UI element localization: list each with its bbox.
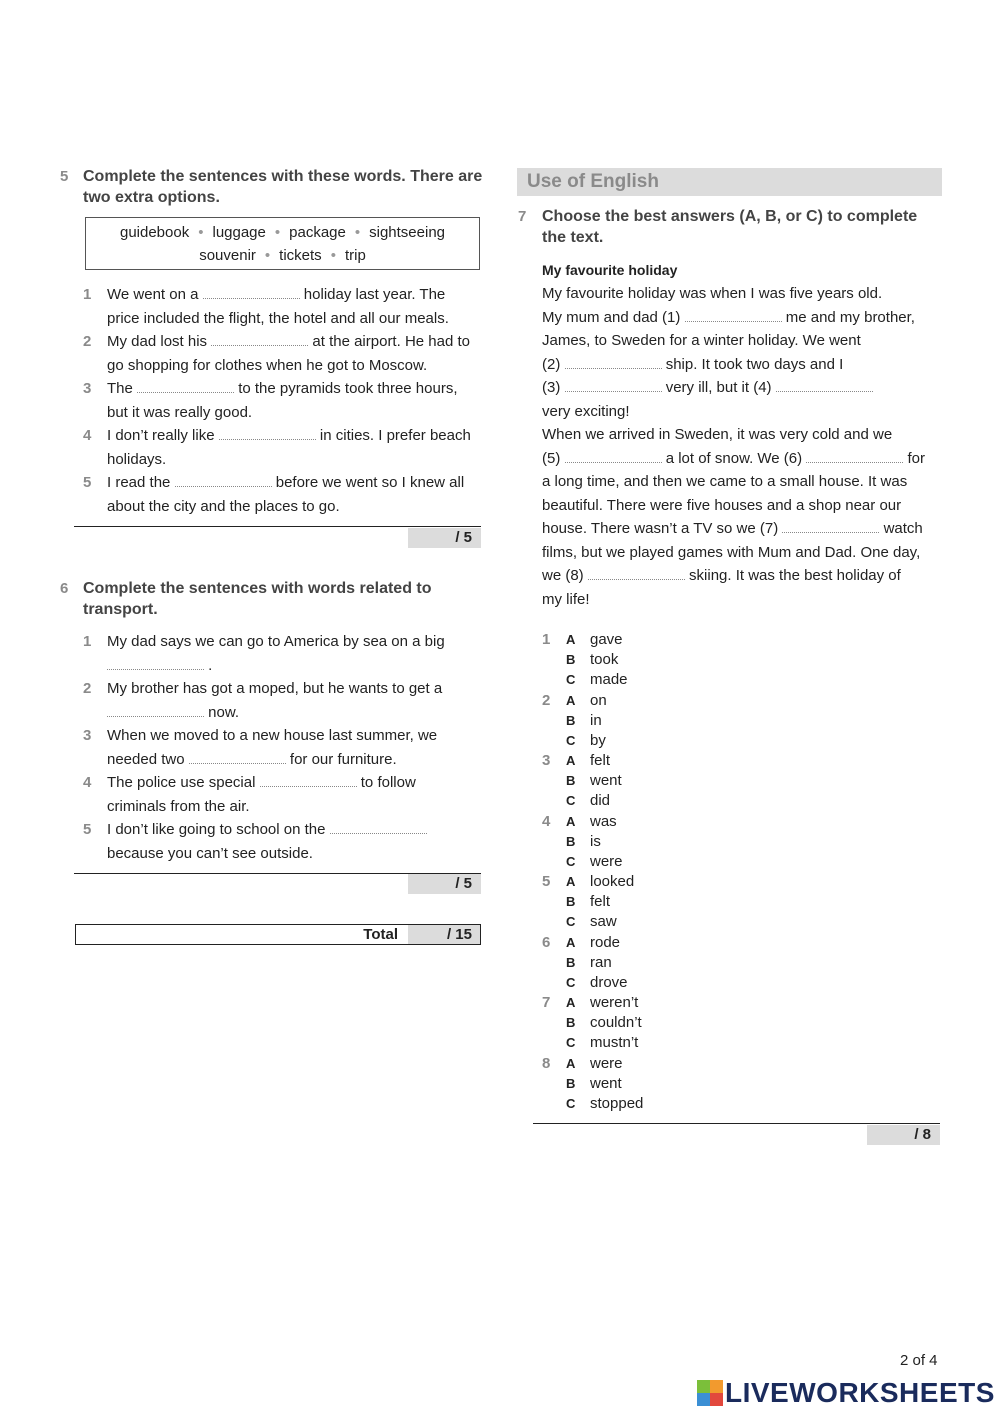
q7-divider — [533, 1123, 940, 1124]
item-text-before: I don’t really like — [107, 427, 215, 444]
passage-line — [542, 376, 942, 400]
option-text: was — [590, 812, 617, 830]
passage-line — [542, 494, 942, 518]
option-b[interactable] — [542, 650, 662, 670]
option-letter: A — [566, 692, 576, 708]
option-text: is — [590, 832, 601, 850]
option-c[interactable] — [542, 1094, 662, 1114]
answer-blank[interactable] — [260, 775, 357, 787]
option-letter: C — [566, 732, 576, 748]
item-text-after: in cities. I prefer beach holidays. — [107, 427, 471, 468]
option-letter: A — [566, 995, 576, 1010]
word-trip: trip — [344, 247, 366, 264]
item-number: 4 — [83, 774, 92, 791]
option-number: 3 — [542, 752, 551, 769]
q7-title: Choose the best answers (A, B, or C) to complete the text. — [542, 208, 918, 246]
option-number: 5 — [542, 873, 551, 890]
passage-text: When we arrived in Sweden, it was very cold and we — [542, 426, 893, 443]
list-item — [83, 630, 483, 677]
word-tickets: tickets — [279, 247, 322, 264]
passage-text: (5) — [542, 449, 561, 467]
option-text: mustn’t — [590, 1034, 639, 1051]
item-text-before: I don’t like going to school on the — [107, 821, 326, 838]
passage-text: a lot of snow. We (6) — [665, 449, 803, 467]
list-item — [83, 818, 483, 865]
option-text: were — [590, 852, 623, 870]
answer-blank[interactable] — [107, 705, 204, 717]
passage-text: watch — [883, 520, 923, 537]
option-text: saw — [590, 913, 617, 930]
item-number: 3 — [83, 380, 92, 397]
option-letter: C — [566, 853, 576, 869]
option-a[interactable] — [542, 872, 662, 892]
option-c[interactable] — [542, 791, 662, 811]
item-number: 4 — [83, 427, 92, 444]
passage-text: for — [907, 449, 925, 467]
passage-line — [542, 517, 942, 541]
passage-text: films, but we played games with Mum and Dad. One day, — [542, 543, 921, 561]
item-text-before: When we moved to a new house last summer, we needed two — [107, 727, 438, 768]
option-a[interactable] — [542, 691, 662, 711]
option-letter: B — [566, 833, 576, 849]
option-letter: C — [566, 914, 576, 929]
word-box-row-2: souvenir • tickets • trip — [199, 247, 366, 264]
option-letter: C — [566, 793, 576, 808]
total-box — [75, 924, 481, 945]
passage-text: My favourite holiday was when I was five years old. — [542, 285, 883, 302]
option-text: gave — [590, 631, 623, 648]
option-b[interactable] — [542, 1013, 662, 1033]
item-text-before: My dad lost his — [107, 333, 208, 350]
passage-line — [542, 588, 942, 612]
q6-number: 6 — [60, 580, 69, 597]
item-text-after: for our furniture. — [289, 750, 397, 768]
word-box-row-1: guidebook • luggage • package • sightseeing — [119, 224, 446, 241]
option-text: looked — [590, 873, 635, 890]
passage-text: ship. It took two days and I — [665, 355, 844, 373]
option-letter: A — [566, 813, 576, 829]
passage-text: My mum and dad (1) — [542, 308, 681, 326]
q7-number: 7 — [518, 208, 527, 225]
passage-text: beautiful. There were five houses and a shop near our — [542, 496, 902, 514]
answer-blank[interactable] — [175, 475, 272, 487]
option-letter: C — [566, 672, 576, 687]
option-b[interactable] — [542, 832, 662, 852]
q7-passage — [542, 282, 942, 611]
answer-blank-3[interactable] — [565, 380, 662, 392]
answer-blank[interactable] — [203, 287, 300, 299]
item-text-before: We went on a — [107, 286, 199, 303]
passage-line — [542, 400, 942, 424]
option-text: felt — [590, 752, 611, 769]
answer-blank-7[interactable] — [782, 521, 879, 533]
item-number: 2 — [83, 680, 92, 697]
option-a[interactable] — [542, 751, 662, 771]
list-item — [83, 771, 483, 818]
passage-line — [542, 470, 942, 494]
option-text: went — [590, 1074, 622, 1092]
option-letter: B — [566, 652, 576, 667]
option-number: 1 — [542, 631, 551, 648]
passage-line — [542, 353, 942, 377]
option-text: felt — [590, 893, 611, 910]
option-b[interactable] — [542, 953, 662, 973]
answer-blank-6[interactable] — [806, 451, 903, 463]
option-number: 2 — [542, 691, 551, 709]
q5-word-box — [85, 217, 480, 270]
answer-blank-5[interactable] — [565, 451, 662, 463]
liveworksheets-logo — [697, 1378, 995, 1408]
answer-blank[interactable] — [211, 334, 308, 346]
page-number: 2 of 4 — [900, 1352, 938, 1369]
item-text-before: My brother has got a moped, but he wants to get a — [107, 680, 443, 697]
item-number: 1 — [83, 633, 92, 650]
option-text: ran — [590, 953, 612, 971]
passage-text: very exciting! — [542, 402, 630, 420]
option-letter: B — [566, 1075, 576, 1091]
answer-blank-4[interactable] — [776, 380, 873, 392]
item-text-after: now. — [208, 703, 240, 721]
list-item — [83, 283, 483, 330]
option-a[interactable] — [542, 933, 662, 953]
option-text: went — [590, 772, 622, 789]
option-letter: B — [566, 894, 576, 909]
passage-line — [542, 306, 942, 330]
passage-line — [542, 329, 942, 353]
passage-line — [542, 564, 942, 588]
q7-score: / 8 — [867, 1125, 940, 1145]
option-number: 7 — [542, 994, 551, 1011]
item-text-before: The — [107, 380, 133, 397]
passage-line — [542, 541, 942, 565]
option-letter: A — [566, 934, 576, 950]
option-number: 8 — [542, 1054, 551, 1072]
list-item — [83, 330, 483, 377]
item-text-after: to follow criminals from the air. — [107, 774, 416, 815]
item-number: 5 — [83, 474, 92, 491]
option-letter: B — [566, 712, 576, 728]
list-item — [83, 724, 483, 771]
option-c[interactable] — [542, 912, 662, 932]
option-text: couldn’t — [590, 1014, 642, 1031]
q7-text-title: My favourite holiday — [542, 262, 678, 278]
item-text-after: . — [208, 656, 213, 674]
option-c[interactable] — [542, 670, 662, 690]
use-of-english-heading: Use of English — [517, 168, 942, 196]
q6-list — [83, 630, 483, 865]
option-number: 4 — [542, 812, 551, 830]
list-item — [83, 677, 483, 724]
word-luggage: luggage — [212, 224, 266, 241]
passage-text: skiing. It was the best holiday of — [689, 567, 901, 584]
option-b[interactable] — [542, 711, 662, 731]
option-c[interactable] — [542, 973, 662, 993]
item-number: 3 — [83, 727, 92, 744]
q5-number: 5 — [60, 168, 69, 185]
passage-text: very ill, but it (4) — [665, 379, 772, 396]
passage-line — [542, 447, 942, 471]
option-letter: B — [566, 954, 576, 970]
list-item — [83, 424, 483, 471]
logo-text: LIVEWORKSHEETS — [725, 1377, 995, 1408]
passage-text: (2) — [542, 355, 561, 373]
item-number: 2 — [83, 333, 92, 350]
passage-text: (3) — [542, 379, 561, 396]
option-text: on — [590, 691, 607, 709]
passage-line — [542, 282, 942, 306]
option-text: were — [590, 1054, 623, 1072]
option-text: drove — [590, 973, 628, 991]
q5-list — [83, 283, 483, 518]
word-guidebook: guidebook — [119, 224, 190, 241]
option-text: took — [590, 651, 619, 668]
option-a[interactable] — [542, 812, 662, 832]
option-letter: A — [566, 1055, 576, 1071]
option-b[interactable] — [542, 771, 662, 791]
option-letter: C — [566, 974, 576, 990]
item-text-before: I read the — [107, 474, 171, 491]
word-sightseeing: sightseeing — [369, 224, 446, 241]
option-c[interactable] — [542, 1033, 662, 1053]
option-text: by — [590, 731, 606, 749]
item-number: 5 — [83, 821, 92, 838]
option-text: did — [590, 792, 611, 809]
logo-mark-icon — [697, 1380, 723, 1406]
passage-text: we (8) — [542, 567, 584, 584]
option-text: rode — [590, 933, 621, 951]
answer-blank-2[interactable] — [565, 357, 662, 369]
item-text-after: before we went so I knew all about the city and the places to go. — [107, 474, 465, 515]
item-number: 1 — [83, 286, 92, 303]
option-a[interactable] — [542, 1054, 662, 1074]
q6-score: / 5 — [408, 874, 481, 894]
answer-blank[interactable] — [189, 752, 286, 764]
q6-title: Complete the sentences with words related to transport. — [83, 580, 432, 618]
passage-line — [542, 423, 942, 447]
option-letter: C — [566, 1035, 576, 1050]
answer-blank[interactable] — [330, 822, 427, 834]
option-b[interactable] — [542, 1074, 662, 1094]
option-letter: A — [566, 632, 576, 647]
passage-text: a long time, and then we came to a small house. It was — [542, 473, 908, 490]
item-text-before: The police use special — [107, 774, 256, 791]
item-text-after: holiday last year. The price included the flight, the hotel and all our meals. — [107, 286, 449, 327]
option-c[interactable] — [542, 852, 662, 872]
option-letter: B — [566, 773, 576, 788]
option-a[interactable] — [542, 993, 662, 1013]
option-letter: A — [566, 753, 576, 768]
passage-text: my life! — [542, 590, 590, 608]
option-text: weren’t — [590, 994, 639, 1011]
option-c[interactable] — [542, 731, 662, 751]
answer-blank[interactable] — [137, 381, 234, 393]
option-letter: B — [566, 1015, 576, 1030]
option-b[interactable] — [542, 892, 662, 912]
item-text-after: to the pyramids took three hours, but it was really good. — [107, 380, 458, 421]
item-text-after: at the airport. He had to go shopping for clothes when he got to Moscow. — [107, 333, 470, 374]
option-letter: A — [566, 874, 576, 889]
option-text: stopped — [590, 1094, 644, 1112]
list-item — [83, 471, 483, 518]
option-letter: C — [566, 1095, 576, 1111]
word-souvenir: souvenir — [199, 247, 256, 264]
total-label: Total — [363, 926, 398, 943]
answer-blank-1[interactable] — [685, 310, 782, 322]
q5-divider — [74, 526, 481, 527]
option-text: in — [590, 711, 602, 729]
answer-blank[interactable] — [107, 658, 204, 670]
q7-options — [542, 630, 742, 1115]
passage-text: house. There wasn’t a TV so we (7) — [542, 520, 779, 537]
answer-blank-8[interactable] — [588, 568, 685, 580]
option-number: 6 — [542, 933, 551, 951]
option-a[interactable] — [542, 630, 662, 650]
total-score: / 15 — [408, 925, 480, 944]
option-text: made — [590, 671, 628, 688]
item-text-before: My dad says we can go to America by sea on a big — [107, 633, 445, 650]
list-item — [83, 377, 483, 424]
passage-text: me and my brother, — [785, 308, 915, 326]
q5-score: / 5 — [408, 528, 481, 548]
item-text-after: because you can’t see outside. — [107, 844, 313, 862]
answer-blank[interactable] — [219, 428, 316, 440]
word-package: package — [289, 224, 346, 241]
q5-title: Complete the sentences with these words. There are two extra options. — [83, 168, 483, 206]
passage-text: James, to Sweden for a winter holiday. We went — [542, 332, 861, 349]
